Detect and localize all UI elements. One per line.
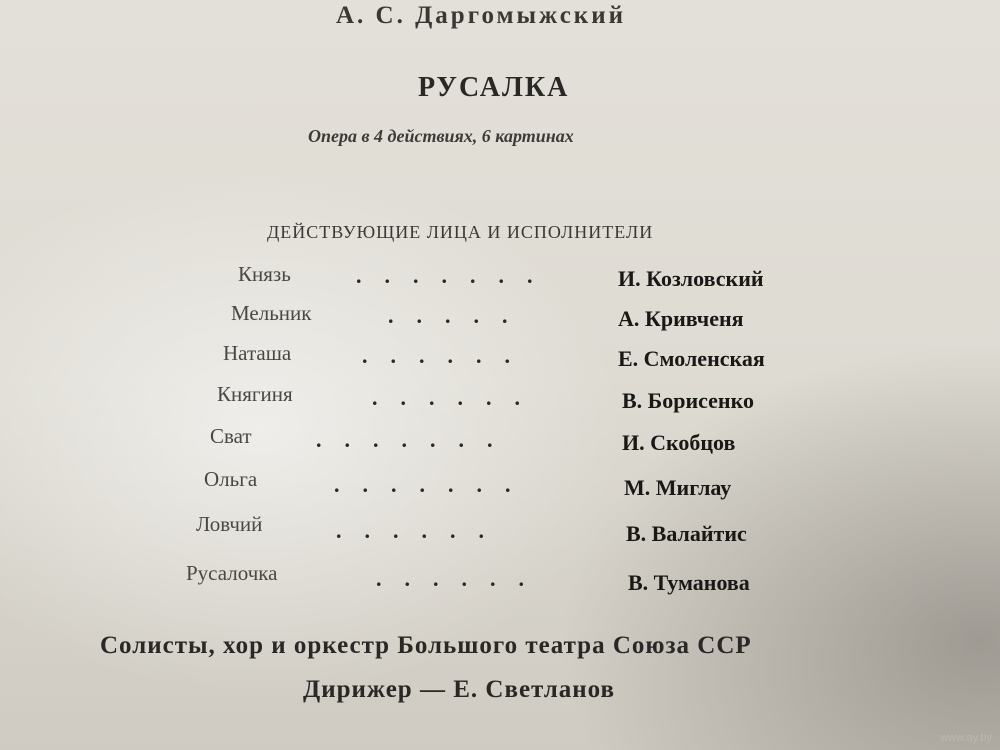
- performer-name: Е. Смоленская: [618, 346, 765, 371]
- leader-dots: ......: [362, 343, 533, 368]
- leader-dots: .....: [388, 303, 531, 328]
- leader-dots: .......: [356, 263, 556, 288]
- leader-dots: .......: [316, 427, 516, 452]
- role-name: Мельник: [231, 301, 312, 325]
- opera-title: РУСАЛКА: [418, 72, 570, 103]
- performer-name: М. Миглау: [624, 475, 732, 500]
- role-name: Русалочка: [186, 561, 278, 585]
- role-name: Княгиня: [217, 382, 293, 406]
- author-name: А. С. Даргомыжский: [336, 2, 626, 29]
- role-name: Сват: [210, 424, 252, 448]
- role-name: Князь: [238, 262, 291, 286]
- performer-name: И. Козловский: [618, 266, 764, 291]
- conductor-line: Дирижер — Е. Светланов: [303, 676, 616, 703]
- leader-dots: ......: [372, 385, 543, 410]
- leader-dots: ......: [336, 518, 507, 543]
- performer-name: А. Кривченя: [618, 306, 744, 331]
- performer-name: В. Борисенко: [622, 388, 754, 413]
- role-name: Ольга: [204, 467, 258, 491]
- role-name: Ловчий: [196, 512, 263, 536]
- watermark: www.ay.by: [940, 732, 992, 744]
- ensemble-line: Солисты, хор и оркестр Большого театра Союза ССР: [100, 632, 752, 659]
- performer-name: В. Туманова: [628, 570, 750, 595]
- leader-dots: .......: [334, 472, 534, 497]
- cast-heading: ДЕЙСТВУЮЩИЕ ЛИЦА И ИСПОЛНИТЕЛИ: [267, 222, 654, 242]
- opera-subtitle: Опера в 4 действиях, 6 картинах: [308, 126, 574, 146]
- performer-name: В. Валайтис: [626, 521, 747, 546]
- performer-name: И. Скобцов: [622, 430, 736, 455]
- role-name: Наташа: [223, 341, 292, 365]
- leader-dots: ......: [376, 566, 547, 591]
